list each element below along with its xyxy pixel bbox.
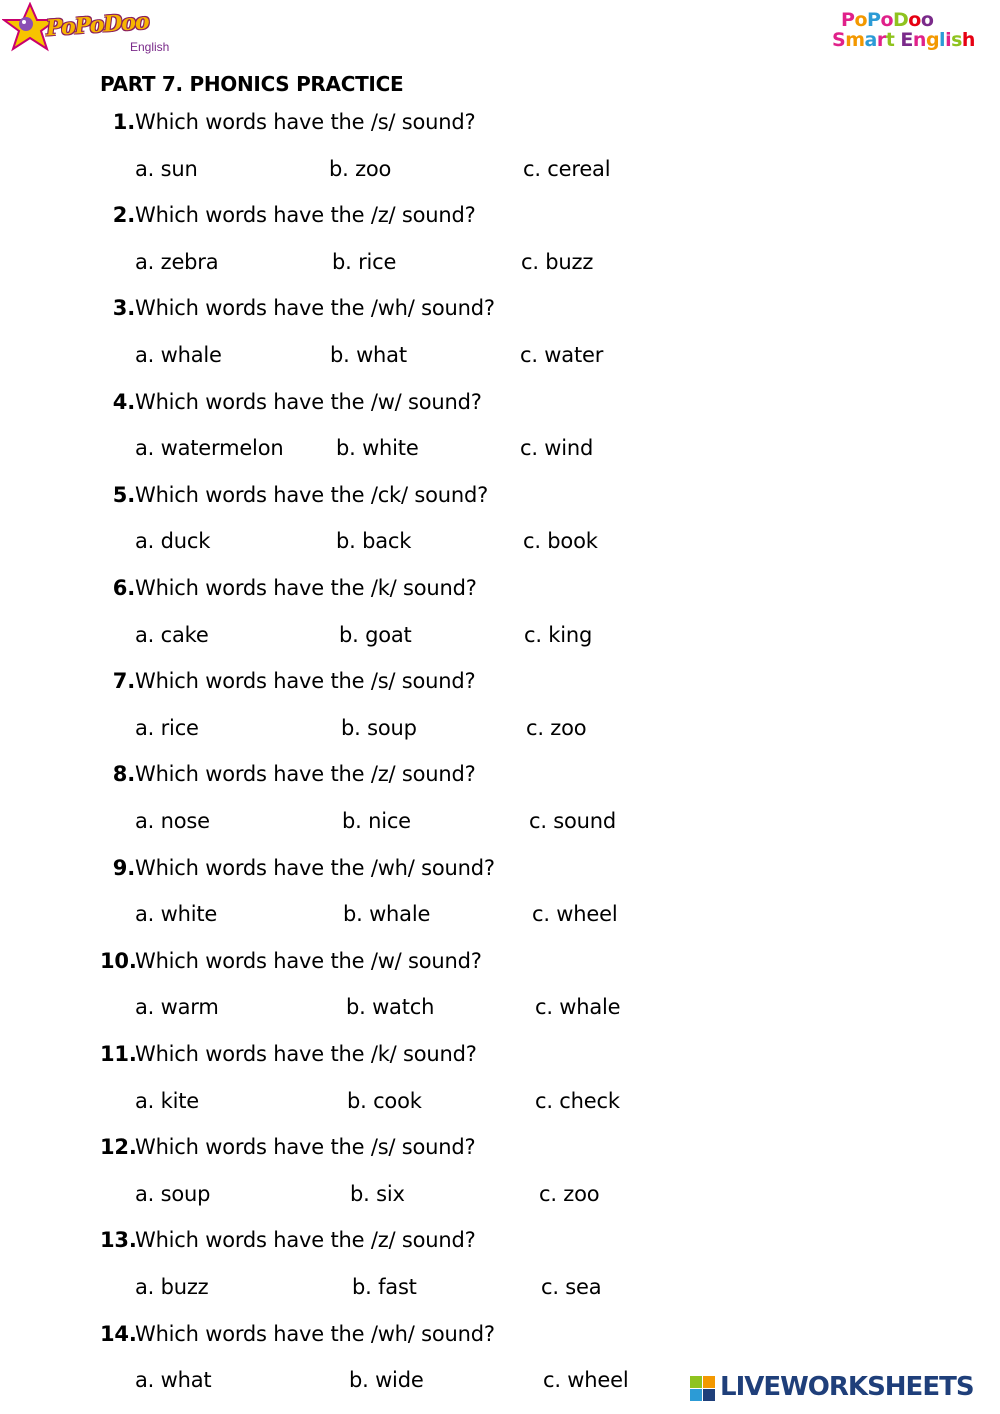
question-number: 10.: [100, 948, 137, 973]
option-b: b. white: [336, 436, 419, 461]
question-text: Which words have the /z/ sound?: [135, 762, 476, 787]
question-number: 7.: [112, 669, 135, 694]
question-number: 11.: [100, 1042, 137, 1066]
question-10: [100, 949, 482, 973]
option-c: c. wheel: [532, 902, 618, 927]
option-b: b. nice: [342, 808, 411, 833]
question-7: [100, 669, 475, 693]
option-b: b. whale: [343, 902, 431, 927]
option-a: a. zebra: [135, 249, 219, 274]
option-c: c. sea: [541, 1274, 602, 1299]
question-14: [100, 1322, 495, 1346]
option-a: a. buzz: [135, 1274, 209, 1299]
option-c: c. sound: [529, 808, 617, 833]
option-b: b. rice: [332, 249, 397, 274]
option-b: b. goat: [339, 622, 412, 647]
question-number: 1.: [112, 110, 135, 134]
logo-letter: n: [912, 29, 926, 51]
question-13: [100, 1228, 476, 1252]
logo-letter: o: [880, 9, 893, 31]
option-c: c. king: [524, 622, 593, 647]
question-text: Which words have the /k/ sound?: [135, 1042, 477, 1066]
option-b: b. what: [330, 342, 407, 367]
logo-letter: a: [864, 29, 877, 51]
question-number: 4.: [112, 389, 135, 414]
option-c: c. wheel: [543, 1368, 629, 1393]
question-number: 14.: [100, 1321, 137, 1346]
logo-letter: o: [920, 9, 934, 31]
left-logo-text: PoPoDoo: [45, 8, 150, 42]
logo-letter: i: [945, 29, 952, 51]
question-number: 12.: [100, 1135, 137, 1160]
question-text: Which words have the /wh/ sound?: [135, 855, 495, 880]
option-c: c. whale: [535, 995, 621, 1020]
left-logo-subtitle: English: [130, 40, 170, 54]
logo-letter: P: [867, 9, 881, 31]
question-9: [100, 856, 495, 880]
liveworksheets-icon: [690, 1376, 716, 1402]
option-b: b. zoo: [329, 156, 392, 181]
question-8: [100, 762, 476, 786]
logo-letter: l: [939, 29, 946, 51]
question-text: Which words have the /w/ sound?: [135, 948, 482, 973]
logo-letter: s: [951, 29, 962, 51]
right-logo-line2: [832, 29, 975, 51]
question-6: [100, 576, 477, 600]
option-b: b. six: [350, 1181, 405, 1206]
liveworksheets-footer-logo: [690, 1372, 990, 1406]
popodoo-logo-left: [2, 2, 177, 56]
option-a: a. white: [135, 902, 218, 927]
question-3: [100, 296, 495, 320]
logo-letter: m: [845, 29, 865, 51]
question-text: Which words have the /z/ sound?: [135, 1228, 476, 1253]
question-number: 9.: [112, 855, 135, 880]
option-c: c. water: [520, 342, 604, 367]
option-c: c. book: [523, 529, 598, 554]
option-a: a. sun: [135, 156, 198, 181]
question-text: Which words have the /s/ sound?: [135, 110, 476, 134]
question-11: [100, 1042, 477, 1066]
logo-letter: r: [876, 29, 886, 51]
question-number: 2.: [112, 203, 135, 228]
question-text: Which words have the /wh/ sound?: [135, 296, 495, 321]
question-number: 5.: [112, 482, 135, 507]
option-c: c. check: [535, 1088, 620, 1113]
question-text: Which words have the /ck/ sound?: [135, 482, 489, 507]
popodoo-smart-english-logo: [832, 9, 982, 55]
logo-letter: h: [961, 29, 975, 51]
option-a: a. cake: [135, 622, 209, 647]
right-logo-line1: [841, 9, 933, 31]
page-title: PART 7. PHONICS PRACTICE: [100, 72, 404, 96]
question-2: [100, 203, 476, 227]
question-number: 6.: [112, 576, 135, 600]
question-text: Which words have the /s/ sound?: [135, 669, 476, 694]
option-a: a. nose: [135, 808, 210, 833]
option-a: a. watermelon: [135, 436, 284, 461]
option-a: a. duck: [135, 529, 211, 554]
question-text: Which words have the /z/ sound?: [135, 203, 476, 228]
option-b: b. soup: [341, 715, 417, 740]
option-b: b. wide: [349, 1368, 424, 1393]
question-text: Which words have the /s/ sound?: [135, 1135, 476, 1160]
question-number: 8.: [112, 762, 135, 787]
question-number: 13.: [100, 1228, 137, 1253]
option-a: a. soup: [135, 1181, 211, 1206]
logo-letter: t: [885, 29, 895, 51]
question-text: Which words have the /w/ sound?: [135, 389, 482, 414]
option-a: a. rice: [135, 715, 199, 740]
option-a: a. whale: [135, 342, 222, 367]
question-1: [100, 110, 475, 134]
option-a: a. warm: [135, 995, 219, 1020]
option-b: b. back: [336, 529, 412, 554]
option-c: c. cereal: [523, 156, 611, 181]
logo-letter: D: [893, 9, 909, 31]
option-a: a. what: [135, 1368, 212, 1393]
option-c: c. wind: [520, 436, 594, 461]
logo-letter: o: [908, 9, 921, 31]
option-c: c. zoo: [539, 1181, 600, 1206]
question-text: Which words have the /wh/ sound?: [135, 1321, 495, 1346]
logo-letter: g: [925, 29, 940, 51]
footer-brand: LIVEWORKSHEETS: [720, 1372, 974, 1402]
logo-letter: P: [841, 9, 855, 31]
option-c: c. buzz: [521, 249, 594, 274]
question-4: [100, 390, 482, 414]
logo-letter: E: [900, 29, 913, 51]
option-b: b. cook: [347, 1088, 422, 1113]
question-number: 3.: [112, 296, 135, 321]
option-b: b. fast: [352, 1274, 417, 1299]
option-c: c. zoo: [526, 715, 587, 740]
option-a: a. kite: [135, 1088, 199, 1113]
option-b: b. watch: [346, 995, 435, 1020]
logo-letter: o: [854, 9, 867, 31]
question-5: [100, 483, 488, 507]
question-text: Which words have the /k/ sound?: [135, 576, 477, 600]
logo-letter: S: [832, 29, 846, 51]
question-12: [100, 1135, 475, 1159]
